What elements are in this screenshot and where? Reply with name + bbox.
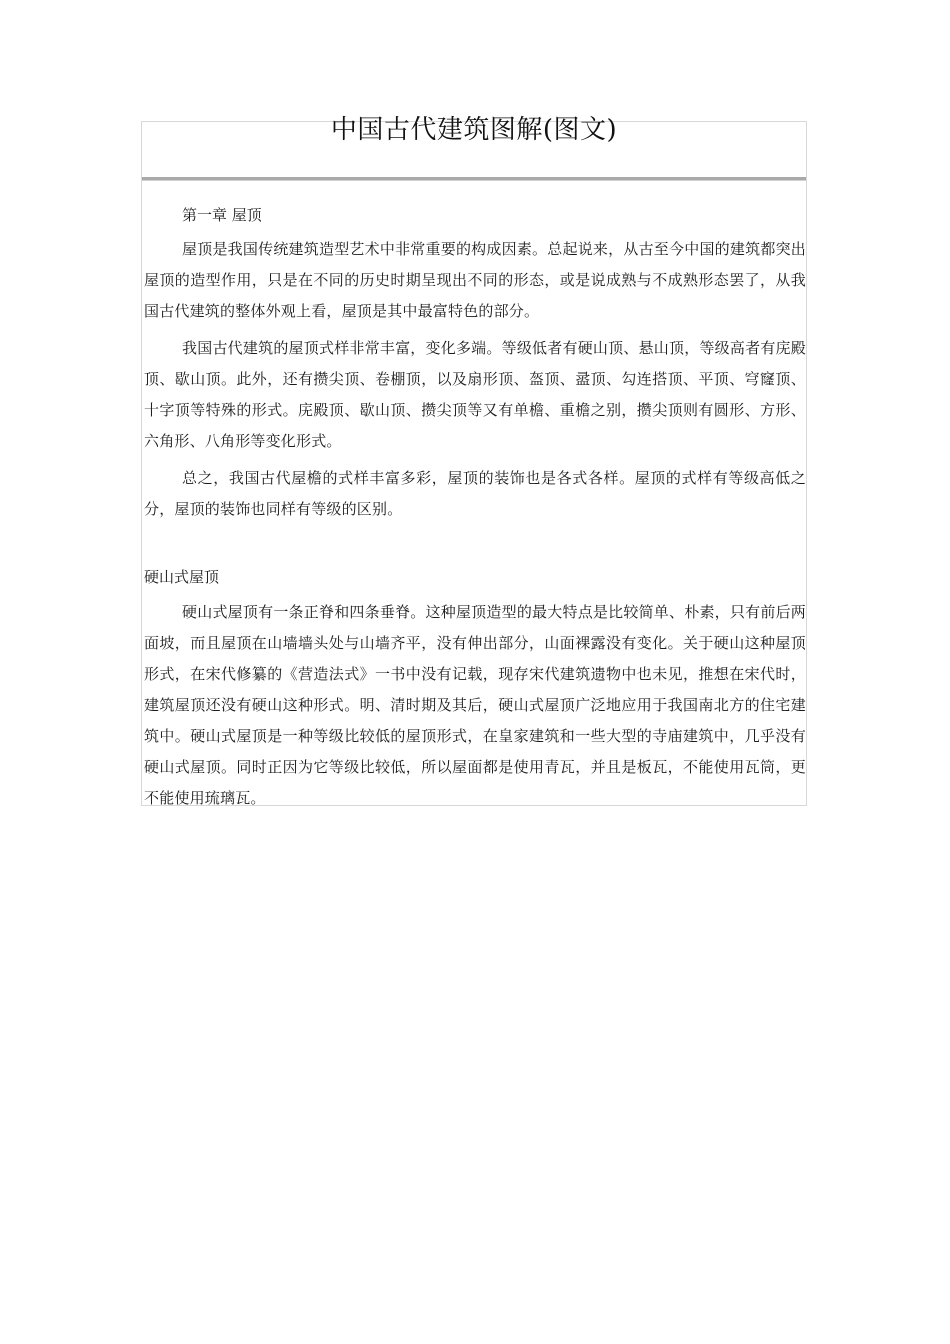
section-spacer [144, 531, 806, 562]
chapter-heading: 第一章 屋顶 [182, 206, 262, 224]
title-divider [142, 177, 806, 181]
chapter-paragraph-2: 我国古代建筑的屋顶式样非常丰富，变化多端。等级低者有硬山顶、悬山顶，等级高者有庑殿顶、歇山顶。此外，还有攒尖顶、卷棚顶，以及扇形顶、盔顶、盝顶、勾连搭顶、平顶、穹窿顶、十字顶等特殊的形式。庑殿顶、歇山顶、攒尖顶等又有单檐、重檐之别，攒尖顶则有圆形、方形、六角形、八角形等变化形式。 [144, 339, 806, 450]
document-body [144, 200, 806, 820]
document-title: 中国古代建筑图解(图文) [330, 115, 618, 145]
section-paragraph-1: 硬山式屋顶有一条正脊和四条垂脊。这种屋顶造型的最大特点是比较简单、朴素，只有前后两面坡，而且屋顶在山墙墙头处与山墙齐平，没有伸出部分，山面裸露没有变化。关于硬山这种屋顶形式，在宋代修纂的《营造法式》一书中没有记载，现存宋代建筑遗物中也未见，推想在宋代时，建筑屋顶还没有硬山这种形式。明、清时期及其后，硬山式屋顶广泛地应用于我国南北方的住宅建筑中。硬山式屋顶是一种等级比较低的屋顶形式，在皇家建筑和一些大型的寺庙建筑中，几乎没有硬山式屋顶。同时正因为它等级比较低，所以屋面都是使用青瓦，并且是板瓦，不能使用瓦筒，更不能使用琉璃瓦。 [144, 603, 806, 807]
document-frame [141, 115, 807, 807]
chapter-paragraph-1: 屋顶是我国传统建筑造型艺术中非常重要的构成因素。总起说来，从古至今中国的建筑都突出屋顶的造型作用，只是在不同的历史时期呈现出不同的形态，或是说成熟与不成熟形态罢了，从我国古代建筑的整体外观上看，屋顶是其中最富特色的部分。 [144, 240, 806, 320]
title-block [142, 115, 806, 177]
section-heading: 硬山式屋顶 [144, 568, 220, 586]
chapter-paragraph-3: 总之，我国古代屋檐的式样丰富多彩，屋顶的装饰也是各式各样。屋顶的式样有等级高低之分，屋顶的装饰也同样有等级的区别。 [144, 469, 806, 518]
